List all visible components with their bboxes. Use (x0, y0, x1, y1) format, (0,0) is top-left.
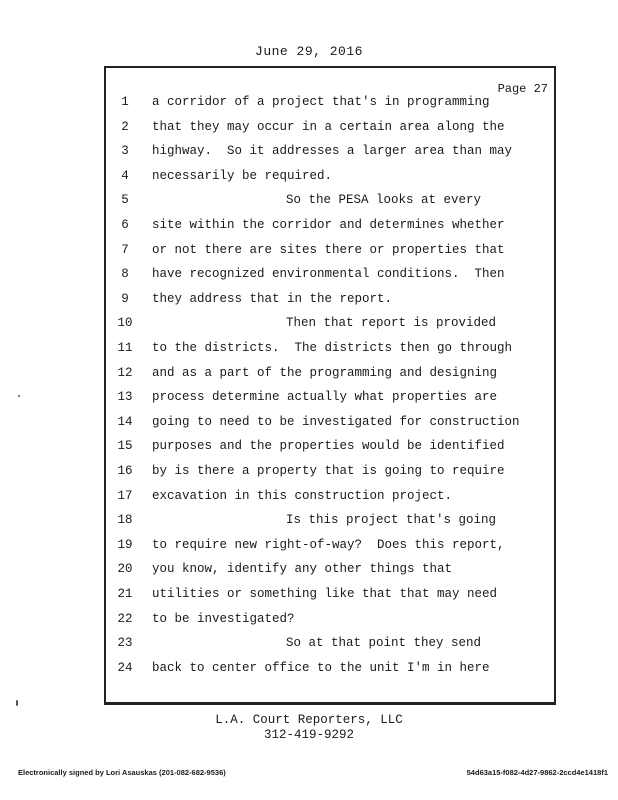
line-text: process determine actually what properties are (152, 390, 498, 405)
court-reporter-phone: 312-419-9292 (263, 728, 354, 742)
transcript-line (106, 188, 554, 212)
transcript-line (106, 287, 554, 311)
transcript-line (106, 582, 554, 606)
line-number: 17 (117, 488, 133, 503)
transcript-line (106, 508, 554, 532)
line-text: you know, identify any other things that (152, 562, 453, 577)
line-number: 4 (121, 168, 129, 183)
line-number: 6 (121, 218, 129, 232)
scan-speck (16, 700, 18, 706)
transcript-line (106, 484, 554, 508)
line-text: to require new right-of-way? Does this report, (152, 537, 505, 552)
line-text: Then that report is provided (286, 316, 497, 331)
line-number: 10 (117, 316, 133, 331)
line-number: 16 (117, 464, 133, 478)
line-text: that they may occur in a certain area along the (152, 119, 505, 134)
line-number: 22 (117, 611, 133, 626)
transcript-line (106, 238, 554, 262)
line-text: they address that in the report. (152, 291, 393, 306)
line-number: 18 (117, 513, 133, 528)
transcript-line (106, 90, 554, 114)
line-number: 23 (117, 636, 133, 651)
scan-speck (18, 395, 20, 397)
line-number: 20 (117, 562, 133, 577)
transcript-line (106, 385, 554, 409)
transcript-line (106, 557, 554, 581)
line-text: to the districts. The districts then go through (152, 341, 513, 355)
line-number: 21 (117, 587, 133, 601)
transcript-line (106, 607, 554, 631)
transcript-line (106, 631, 554, 655)
line-text: to be investigated? (152, 611, 295, 626)
line-number: 15 (117, 439, 133, 454)
transcript-line (106, 656, 554, 680)
line-text: going to need to be investigated for construction (152, 414, 520, 429)
line-text: Is this project that's going (286, 513, 497, 528)
line-text: purposes and the properties would be identified (152, 439, 505, 454)
line-text: excavation in this construction project. (152, 488, 453, 503)
transcript-page-frame (104, 66, 556, 705)
line-number: 9 (121, 291, 129, 306)
line-text: So the PESA looks at every (286, 193, 482, 208)
court-reporter-name: L.A. Court Reporters, LLC (215, 713, 403, 727)
transcript-line (106, 139, 554, 163)
line-number: 19 (117, 537, 133, 552)
line-text: utilities or something like that that may need (152, 587, 498, 601)
line-text: necessarily be required. (152, 168, 333, 183)
line-text: have recognized environmental conditions. Then (152, 267, 505, 282)
line-number: 2 (121, 119, 129, 134)
line-number: 7 (121, 242, 129, 257)
page-number: Page 27 (497, 82, 548, 96)
line-number: 3 (121, 144, 129, 159)
transcript-line (106, 459, 554, 483)
transcript-line (106, 410, 554, 434)
line-number: 24 (117, 660, 133, 675)
line-number: 11 (117, 341, 133, 355)
document-id: 54d63a15-f082-4d27-9862-2ccd4e1418f1 (466, 768, 608, 777)
line-number: 13 (117, 390, 133, 405)
electronic-signature-note: Electronically signed by Lori Asauskas (201-082-682-9536) (18, 768, 226, 777)
transcript-line (106, 311, 554, 335)
transcript-date: June 29, 2016 (255, 44, 363, 59)
transcript-line (106, 213, 554, 237)
line-text: back to center office to the unit I'm in here (152, 660, 490, 675)
line-number: 5 (121, 193, 129, 208)
line-number: 1 (121, 95, 129, 109)
transcript-line (106, 115, 554, 139)
transcript-line (106, 533, 554, 557)
transcript-line (106, 262, 554, 286)
line-text: site within the corridor and determines whether (152, 218, 505, 232)
transcript-line (106, 336, 554, 360)
transcript-line (106, 434, 554, 458)
line-text: So at that point they send (286, 636, 482, 651)
line-text: a corridor of a project that's in programming (152, 95, 490, 109)
line-number: 8 (121, 267, 129, 282)
line-text: by is there a property that is going to require (152, 464, 505, 478)
transcript-line (106, 164, 554, 188)
line-number: 12 (117, 365, 133, 380)
line-text: or not there are sites there or properties that (152, 242, 505, 257)
line-text: highway. So it addresses a larger area than may (152, 144, 513, 159)
line-text: and as a part of the programming and designing (152, 365, 498, 380)
line-number: 14 (117, 414, 133, 429)
transcript-line (106, 361, 554, 385)
